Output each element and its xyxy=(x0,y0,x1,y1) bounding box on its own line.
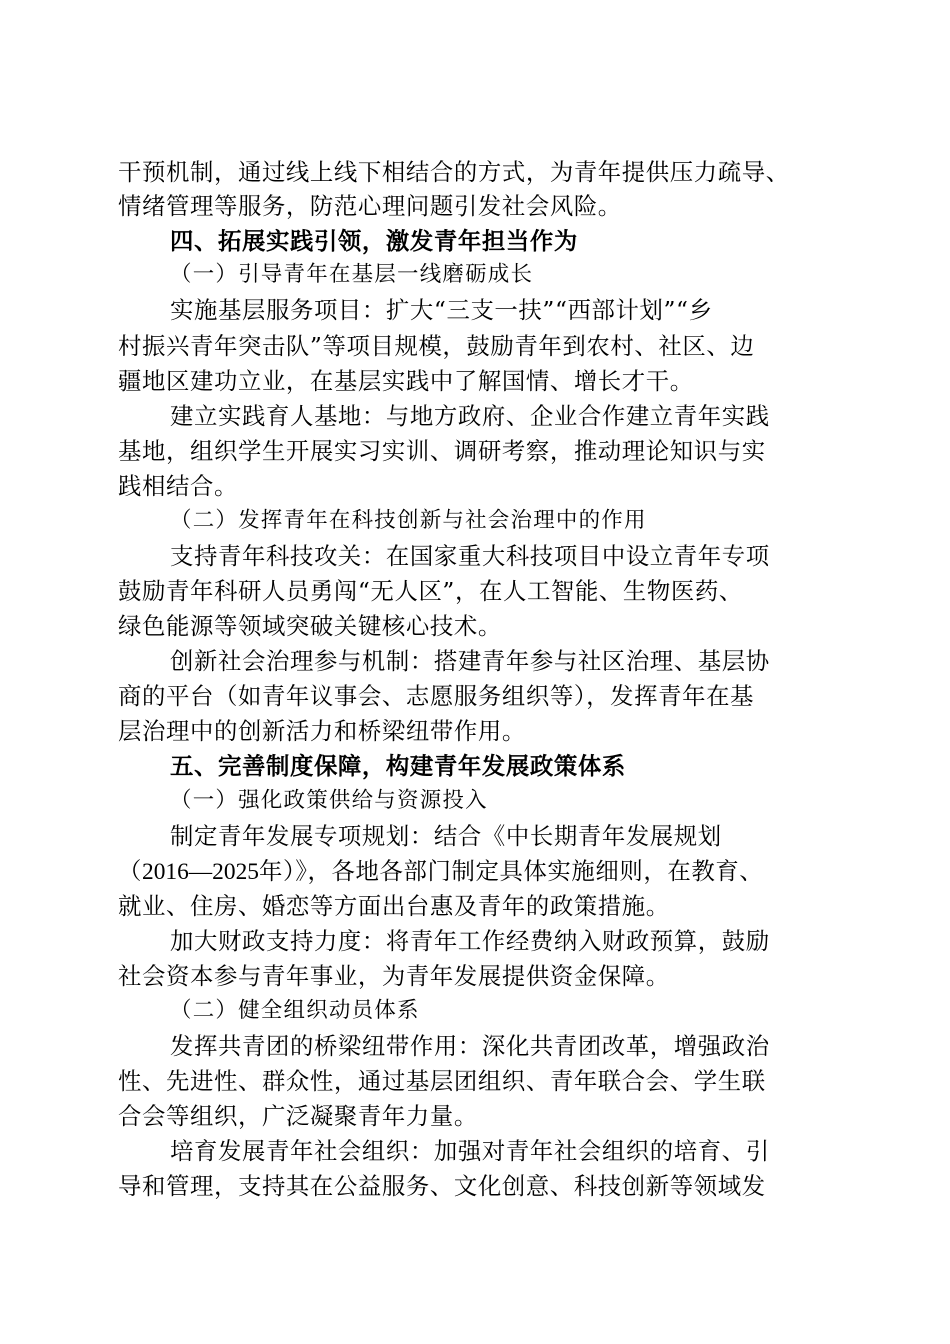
body-text-line: 实施基层服务项目：扩大“三支一扶”“西部计划”“乡 xyxy=(170,296,713,324)
body-text-fragment: 年）》，各地各部门制定具体实施细则，在教育、 xyxy=(258,857,764,885)
open-paren: （ xyxy=(118,857,142,885)
subsection-heading: （一）强化政策供给与资源投入 xyxy=(170,788,488,813)
body-text-line: 就业、住房、婚恋等方面出台惠及青年的政策措施。 xyxy=(118,892,670,920)
section-heading: 四、拓展实践引领，激发青年担当作为 xyxy=(170,227,578,255)
body-text-line: 制定青年发展专项规划：结合《中长期青年发展规划 xyxy=(170,822,722,850)
body-text-line: 支持青年科技攻关：在国家重大科技项目中设立青年专项 xyxy=(170,542,770,570)
body-text-line: 践相结合。 xyxy=(118,472,238,500)
body-text-line: 合会等组织，广泛凝聚青年力量。 xyxy=(118,1102,478,1130)
body-text-line: 加大财政支持力度：将青年工作经费纳入财政预算，鼓励 xyxy=(170,927,770,955)
body-text-line: 情绪管理等服务，防范心理问题引发社会风险。 xyxy=(118,192,622,220)
body-text-line: 基地，组织学生开展实习实训、调研考察，推动理论知识与实 xyxy=(118,437,766,465)
body-text-line: 干预机制，通过线上线下相结合的方式，为青年提供压力疏导、 xyxy=(118,158,790,186)
body-text-line: 鼓励青年科研人员勇闯“无人区”，在人工智能、生物医药、 xyxy=(118,577,743,605)
body-text-line: 村振兴青年突击队”等项目规模，鼓励青年到农村、社区、边 xyxy=(118,332,755,360)
body-text-line: 创新社会治理参与机制：搭建青年参与社区治理、基层协 xyxy=(170,647,770,675)
body-text-line: 绿色能源等领域突破关键核心技术。 xyxy=(118,612,502,640)
body-text-line: 商的平台（如青年议事会、志愿服务组织等），发挥青年在基 xyxy=(118,682,755,710)
body-text-line: 性、先进性、群众性，通过基层团组织、青年联合会、学生联 xyxy=(118,1067,766,1095)
subsection-heading: （二）健全组织动员体系 xyxy=(170,998,420,1023)
body-text-line xyxy=(118,855,763,888)
body-text-line: 导和管理，支持其在公益服务、文化创意、科技创新等领域发 xyxy=(118,1172,766,1200)
body-text-line: 社会资本参与青年事业，为青年发展提供资金保障。 xyxy=(118,962,670,990)
body-text-line: 培育发展青年社会组织：加强对青年社会组织的培育、引 xyxy=(170,1137,770,1165)
body-text-line: 疆地区建功立业，在基层实践中了解国情、增长才干。 xyxy=(118,367,694,395)
body-text-line: 层治理中的创新活力和桥梁纽带作用。 xyxy=(118,717,526,745)
year-range: 2016—2025 xyxy=(142,859,259,885)
body-text-line: 建立实践育人基地：与地方政府、企业合作建立青年实践 xyxy=(170,402,770,430)
section-heading: 五、完善制度保障，构建青年发展政策体系 xyxy=(170,752,626,780)
body-text-line: 发挥共青团的桥梁纽带作用：深化共青团改革，增强政治 xyxy=(170,1032,770,1060)
subsection-heading: （一）引导青年在基层一线磨砺成长 xyxy=(170,262,534,287)
subsection-heading: （二）发挥青年在科技创新与社会治理中的作用 xyxy=(170,508,647,533)
